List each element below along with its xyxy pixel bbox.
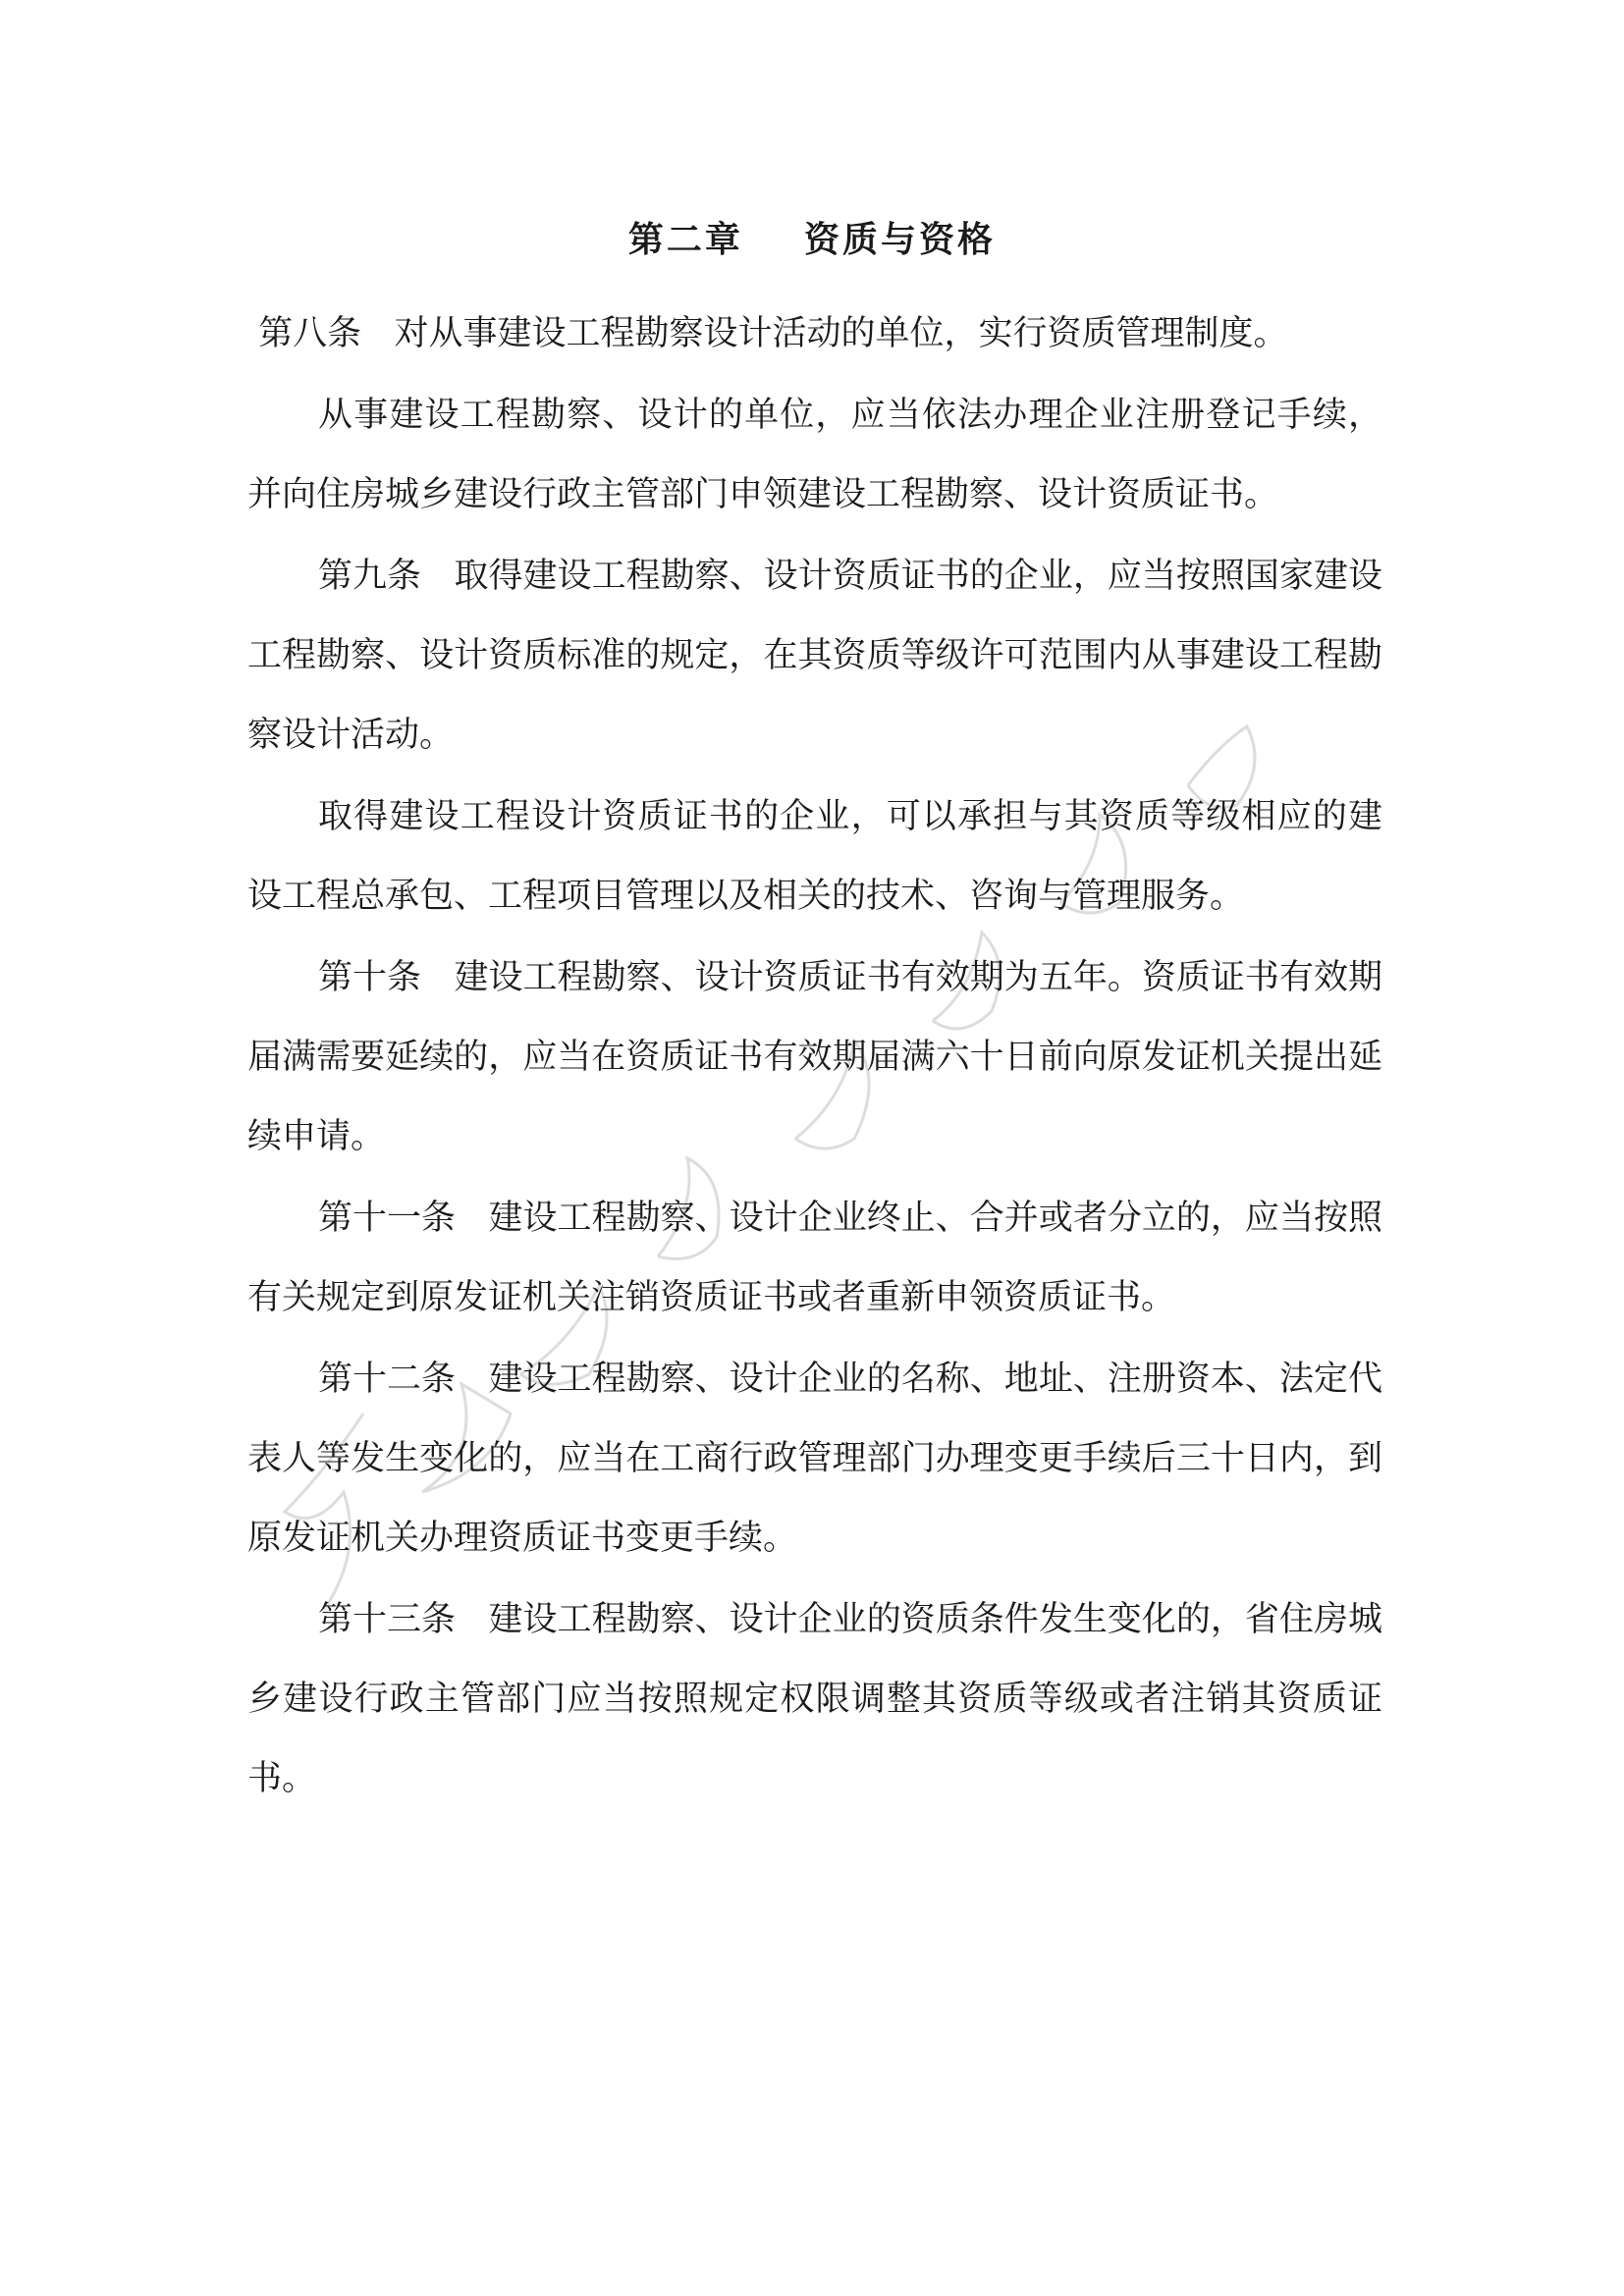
chapter-title: 第二章 资质与资格	[627, 219, 997, 260]
paragraph-article-12: 第十二条 建设工程勘察、设计企业的名称、地址、注册资本、法定代表人等发生变化的，应当在工商行政管理部门办理变更手续后三十日内，到原发证机关办理资质证书变更手续。	[247, 1360, 1382, 1558]
paragraph-article-8: 第八条 对从事建设工程勘察设计活动的单位，实行资质管理制度。	[247, 314, 1288, 353]
paragraph-article-10: 第十条 建设工程勘察、设计资质证书有效期为五年。资质证书有效期届满需要延续的，应当在资质证书有效期届满六十日前向原发证机关提出延续申请。	[247, 958, 1382, 1156]
paragraph-article-13: 第十三条 建设工程勘察、设计企业的资质条件发生变化的，省住房城乡建设行政主管部门应当按照规定权限调整其资质等级或者注销其资质证书。	[247, 1600, 1382, 1798]
paragraph-article-9: 第九条 取得建设工程勘察、设计资质证书的企业，应当按照国家建设工程勘察、设计资质标准的规定，在其资质等级许可范围内从事建设工程勘察设计活动。	[247, 557, 1382, 755]
document-body	[247, 294, 1382, 1819]
paragraph-article-9-scope: 取得建设工程设计资质证书的企业，可以承担与其资质等级相应的建设工程总承包、工程项目管理以及相关的技术、咨询与管理服务。	[247, 797, 1382, 916]
paragraph-article-11: 第十一条 建设工程勘察、设计企业终止、合并或者分立的，应当按照有关规定到原发证机关注销资质证书或者重新申领资质证书。	[247, 1199, 1382, 1317]
paragraph-article-8-registration: 从事建设工程勘察、设计的单位，应当依法办理企业注册登记手续，并向住房城乡建设行政主管部门申领建设工程勘察、设计资质证书。	[247, 396, 1382, 514]
